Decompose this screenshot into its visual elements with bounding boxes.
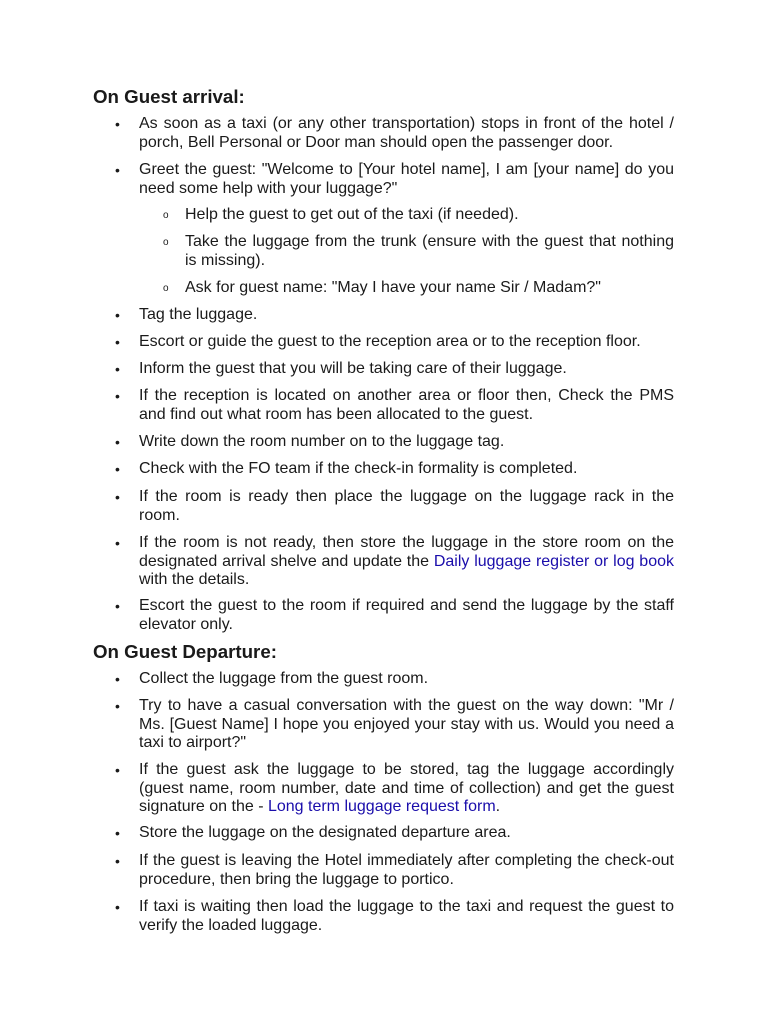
- list-item-room-not-ready: [139, 534, 674, 590]
- list-item: • Tag the luggage.: [139, 306, 674, 325]
- list-item: • Write down the room number on to the luggage tag.: [139, 433, 674, 452]
- departure-heading: On Guest Departure:: [93, 641, 277, 662]
- list-item: • As soon as a taxi (or any other transportation) stops in front of the hotel / porch, Bell Personal or Door man should open the passenger door.: [139, 115, 674, 152]
- list-item-text: .: [495, 798, 501, 815]
- list-item: • If the reception is located on another area or floor then, Check the PMS and find out what room has been allocated to the guest.: [139, 387, 674, 424]
- sub-list-item: o Ask for guest name: "May I have your name Sir / Madam?": [185, 279, 674, 298]
- list-item-text: If the room is not ready, then store the luggage in the store room on the designated arrival shelve and update the: [139, 534, 674, 570]
- list-item: • If taxi is waiting then load the luggage to the taxi and request the guest to verify the loaded luggage.: [139, 898, 674, 935]
- sub-list-item: o Take the luggage from the trunk (ensure with the guest that nothing is missing).: [185, 233, 674, 270]
- list-item: • Inform the guest that you will be taking care of their luggage.: [139, 360, 674, 379]
- list-item: • Check with the FO team if the check-in formality is completed.: [139, 460, 674, 479]
- list-item: • Collect the luggage from the guest room.: [139, 670, 674, 689]
- list-item: • Store the luggage on the designated departure area.: [139, 824, 674, 843]
- list-item-luggage-stored: [139, 761, 674, 817]
- list-item: • Escort the guest to the room if required and send the luggage by the staff elevator only.: [139, 597, 674, 634]
- list-item: • Greet the guest: "Welcome to [Your hotel name], I am [your name] do you need some help with your luggage?": [139, 161, 674, 198]
- arrival-heading: On Guest arrival:: [93, 86, 245, 107]
- long-term-luggage-form-link[interactable]: Long term luggage request form: [267, 798, 496, 815]
- sub-list-item: o Help the guest to get out of the taxi (if needed).: [185, 206, 674, 225]
- list-item: • Try to have a casual conversation with the guest on the way down: "Mr / Ms. [Guest Name] I hope you enjoyed your stay with us. Would you need a taxi to airport?": [139, 697, 674, 753]
- list-item: • If the guest is leaving the Hotel immediately after completing the check-out procedure, then bring the luggage to portico.: [139, 852, 674, 889]
- list-item: • If the room is ready then place the luggage on the luggage rack in the room.: [139, 488, 674, 525]
- list-item-text: If the guest ask the luggage to be stored, tag the luggage accordingly (guest name, room number, date and time of collection) and get the guest signature on the -: [139, 761, 674, 815]
- list-item-text: with the details.: [139, 571, 250, 588]
- daily-luggage-register-link[interactable]: Daily luggage register or log book: [433, 552, 674, 570]
- list-item: • Escort or guide the guest to the reception area or to the reception floor.: [139, 333, 674, 352]
